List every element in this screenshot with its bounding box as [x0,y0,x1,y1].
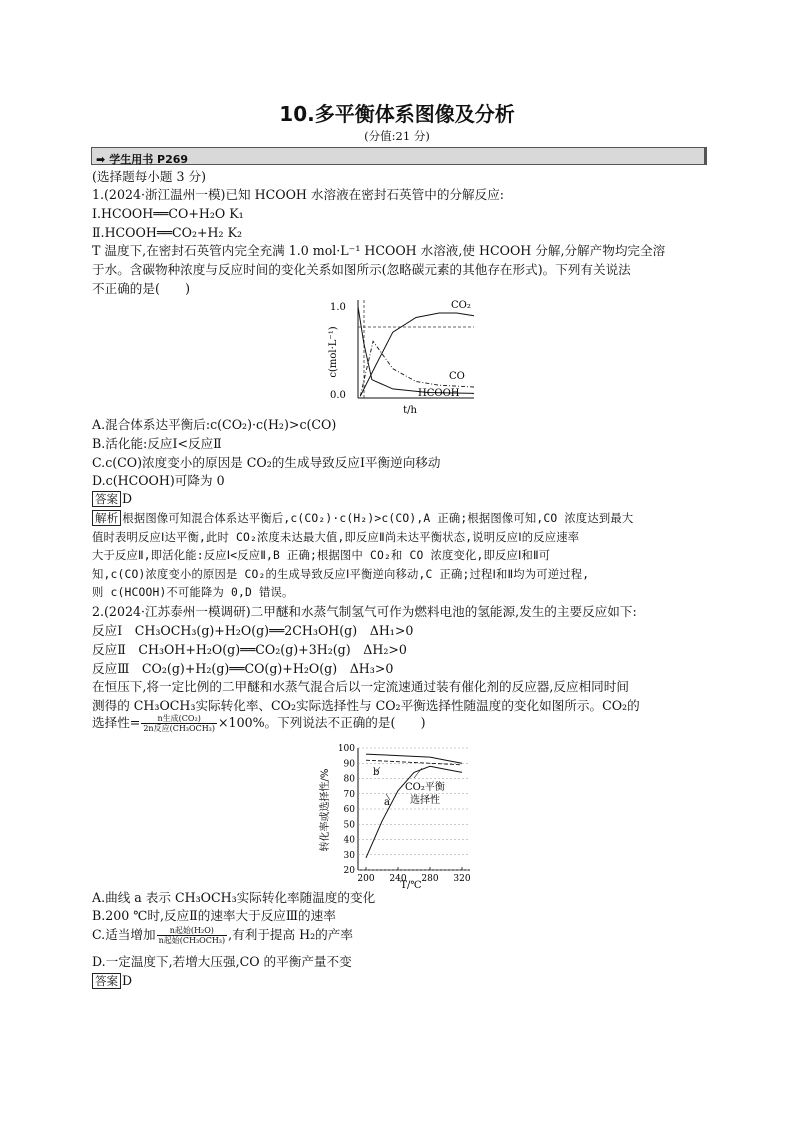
q2-answer-value: D [122,973,133,988]
q1-label-co2: CO₂ [451,300,471,311]
q1-ytick-bottom: 0.0 [330,390,346,401]
q2-reaction-1: 反应Ⅰ CH₃OCH₃(g)+H₂O(g)══2CH₃OH(g) ΔH₁>0 [92,623,414,638]
q2-label-b: b [373,767,380,778]
q2-sel-numerator: n生成(CO₂) [141,714,217,724]
arrow-icon: ➡ [96,153,106,166]
q2-option-c [92,926,353,945]
q2-label-eq1: CO₂平衡 [405,782,445,793]
q1-explanation-line1 [92,510,633,528]
q1-series-co2 [360,313,474,396]
q1-xlabel: t/h [403,405,417,416]
q2-ytick-label: 20 [343,866,355,876]
q2-xtick-label: 280 [421,874,439,884]
q2-xtick-label: 200 [357,874,375,884]
q2-option-a: A.曲线 a 表示 CH₃OCH₃实际转化率随温度的变化 [92,890,376,905]
q1-chart [318,292,482,416]
q1-reaction-2: Ⅱ.HCOOH══CO₂+H₂ K₂ [92,225,243,240]
q2-ytick-label: 40 [343,835,355,846]
q1-explanation-line2: 值时表明反应Ⅰ达平衡,此时 CO₂浓度未达最大值,即反应Ⅱ尚未达平衡状态,说明反应Ⅰ的反应速率 [92,531,580,544]
q2-optc-suffix: ,有利于提高 H₂的产率 [228,927,353,942]
q2-label-eq2: 选择性 [410,795,440,806]
q2-option-d: D.一定温度下,若增大压强,CO 的平衡产量不变 [92,954,352,969]
q2-option-b: B.200 ℃时,反应Ⅱ的速率大于反应Ⅲ的速率 [92,908,336,923]
q2-ytick-label: 100 [337,744,355,754]
q2-xlabel: T/℃ [400,880,422,890]
q2-xtick-label: 240 [389,874,407,884]
q2-ytick-label: 60 [343,805,355,815]
score-note: (分值:21 分) [364,129,430,143]
section-bar [91,147,707,165]
q2-xtick-label: 320 [453,874,471,884]
q2-leader-eq [414,768,422,778]
q2-stem-line1: 2.(2024·江苏泰州一模调研)二甲醚和水蒸气制氢气可作为燃料电池的氢能源,发生的主要反应如下: [92,604,637,619]
q2-optc-numerator: n起始(H₂O) [157,926,228,936]
book-ref: 学生用书 P269 [109,153,189,166]
q2-ylabel: 转化率或选择性/% [320,768,331,852]
q1-expl-text-1: 根据图像可知混合体系达平衡后,c(CO₂)·c(H₂)>c(CO),A 正确;根据图像可知,CO 浓度达到最大 [122,512,634,525]
q1-label-co: CO [449,371,465,382]
q1-stem-line3: 于水。含碳物种浓度与反应时间的变化关系如图所示(忽略碳元素的其他存在形式)。下列有关说法 [92,262,631,277]
q1-option-c: C.c(CO)浓度变小的原因是 CO₂的生成导致反应Ⅰ平衡逆向移动 [92,455,441,470]
q2-ytick-label: 90 [343,759,355,770]
q1-option-b: B.活化能:反应Ⅰ<反应Ⅱ [92,436,222,451]
page-title: 10.多平衡体系图像及分析 [279,102,515,126]
q2-optc-prefix: C.适当增加 [92,927,156,942]
q1-stem-line4: 不正确的是( ) [92,281,190,296]
q2-series-a [366,766,462,858]
q1-stem-line2: T 温度下,在密封石英管内完全充满 1.0 mol·L⁻¹ HCOOH 水溶液,使 HCOOH 分解,分解产物均完全溶 [92,243,666,258]
q2-answer [92,972,132,990]
q1-option-d: D.c(HCOOH)可降为 0 [92,473,225,488]
intro-note: (选择题每小题 3 分) [92,169,207,184]
q1-expl-tag: 解析 [92,510,121,526]
q1-explanation-line4: 知,c(CO)浓度变小的原因是 CO₂的生成导致反应Ⅰ平衡逆向移动,C 正确;过程Ⅰ和Ⅱ均为可逆过程, [92,568,590,581]
q1-explanation-line3: 大于反应Ⅱ,即活化能:反应Ⅰ<反应Ⅱ,B 正确;根据图中 CO₂和 CO 浓度变化,即反应Ⅰ和Ⅱ可 [92,549,551,562]
q1-explanation-line5: 则 c(HCOOH)不可能降为 0,D 错误。 [92,586,294,599]
q1-answer-tag: 答案 [92,491,121,507]
q2-stem-line2: 在恒压下,将一定比例的二甲醚和水蒸气混合后以一定流速通过装有催化剂的反应器,反应相同时间 [92,679,629,694]
q2-reaction-3: 反应Ⅲ CO₂(g)+H₂(g)══CO(g)+H₂O(g) ΔH₃>0 [92,661,394,676]
q2-reaction-2: 反应Ⅱ CH₃OH+H₂O(g)══CO₂(g)+3H₂(g) ΔH₂>0 [92,642,407,657]
q2-ytick-label: 70 [343,789,355,800]
q2-label-a: a [384,797,390,808]
q2-sel-prefix: 选择性= [92,715,141,730]
q2-answer-tag: 答案 [92,973,121,989]
q1-reaction-1: Ⅰ.HCOOH══CO+H₂O K₁ [92,206,244,221]
q2-sel-suffix: ×100%。下列说法不正确的是( ) [218,715,426,730]
q2-optc-fraction [157,926,228,945]
q2-yticks [338,744,355,876]
q1-option-a: A.混合体系达平衡后:c(CO₂)·c(H₂)>c(CO) [92,417,337,432]
q2-ytick-label: 50 [343,820,355,831]
q2-sel-denominator: 2n反应(CH₃OCH₃) [143,724,215,733]
q1-stem-line1: 1.(2024·浙江温州一模)已知 HCOOH 水溶液在密封石英管中的分解反应: [92,187,505,202]
q2-stem-line3: 测得的 CH₃OCH₃实际转化率、CO₂实际选择性与 CO₂平衡选择性随温度的变化如图所示。CO₂的 [92,698,640,713]
q2-optc-denominator: n起始(CH₃OCH₃) [158,936,226,945]
q2-ytick-label: 80 [343,774,355,785]
q2-chart [318,740,478,890]
q2-sel-fraction [141,714,217,733]
q1-ylabel: c(mol·L⁻¹) [328,326,339,378]
q1-answer-value: D [122,491,133,506]
q2-ytick-label: 30 [343,850,355,861]
q2-selectivity-def [92,714,426,733]
q1-label-hcooh: HCOOH [418,388,460,399]
q1-answer [92,490,132,508]
q1-ytick-top: 1.0 [330,302,346,313]
q2-series-b [366,754,462,763]
